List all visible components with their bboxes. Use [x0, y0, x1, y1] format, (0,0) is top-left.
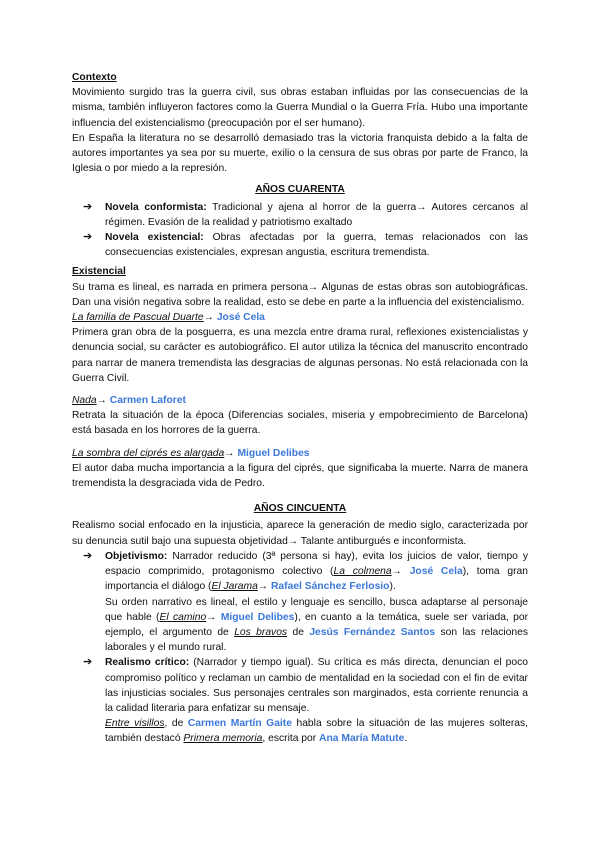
author-name: José Cela — [409, 566, 463, 578]
author-name: Carmen Martín Gaite — [187, 718, 292, 730]
author-name: Miguel Delibes — [237, 447, 310, 459]
item-label: Realismo crítico: — [105, 657, 190, 669]
work-entry — [72, 310, 528, 386]
item-text: de — [287, 626, 310, 638]
item-text: , escrita por — [262, 733, 320, 745]
item-text: ). — [389, 581, 396, 593]
work-description: Primera gran obra de la posguerra, es una mezcla entre drama rural, reflexiones existencialistas y denuncia social, su carácter es autobiográfico. El autor utiliza la técnica del manuscrito encontrado para narrar de manera tremendista las desgracias de algunas personas. No está relacionada con la Guerra Civil. — [72, 327, 528, 384]
item-text: son las relaciones laborales y el mundo rural. — [105, 626, 529, 654]
contexto-heading: Contexto — [72, 72, 117, 83]
work-title-line — [72, 310, 528, 325]
work-title: El Jarama — [211, 581, 258, 593]
item-label: Novela existencial: — [105, 232, 204, 244]
item-text: , de — [164, 718, 188, 730]
work-title-line — [72, 446, 528, 461]
item-text: habla sobre la situación de las mujeres solteras, también destacó — [105, 718, 528, 745]
arrow: → — [391, 566, 410, 578]
arrow: → — [206, 611, 221, 623]
author-name: José Cela — [216, 312, 265, 324]
item-label: Objetivismo: — [105, 550, 168, 562]
list-item — [72, 200, 528, 230]
work-title: Los bravos — [234, 626, 288, 638]
item-text: Tradicional y ajena al horror de la guerra→ Autores cercanos al régimen. Evasión de la realidad y patriotismo exaltado — [105, 201, 528, 228]
work-title: Nada — [72, 395, 97, 407]
arrow-bullet-icon: ➔ — [83, 231, 93, 244]
item-text: . — [404, 733, 408, 745]
work-entry — [72, 446, 528, 492]
document-body — [72, 70, 528, 747]
item-label: Novela conformista: — [105, 201, 207, 213]
item-continuation — [105, 595, 528, 656]
author-name: Ana María Matute — [319, 733, 405, 745]
contexto-paragraph-1: Movimiento surgido tras la guerra civil, sus obras estaban influidas por las consecuencias de la misma, también influyeron factores como la Guerra Mundial o la Guerra Fría. Hubo una importante influencia del existencialismo (preocupación por el ser humano). — [72, 87, 528, 129]
item-text: Su orden narrativo es lineal, el estilo y lenguaje es sencillo, busca adaptarse al personaje que hable ( — [105, 596, 528, 623]
work-title-line — [72, 393, 528, 408]
arrow-bullet-icon: ➔ — [83, 200, 93, 213]
arrow-bullet-icon: ➔ — [83, 656, 93, 669]
cuarenta-heading: AÑOS CUARENTA — [255, 184, 345, 196]
item-text: Narrador reducido (3ª persona si hay), evita los juicios de valor, tiempo y espacio comprimido, protagonismo colectivo ( — [105, 550, 528, 578]
item-text: Obras afectadas por la guerra, temas relacionados con las consecuencias existenciales, expresan angustia, escritura tremendista. — [105, 232, 528, 259]
arrow-bullet-icon: ➔ — [83, 549, 93, 562]
item-text: ), toma gran importancia el diálogo ( — [105, 566, 528, 593]
list-item — [72, 230, 528, 260]
arrow: → — [224, 447, 238, 459]
item-continuation — [105, 716, 528, 746]
cincuenta-heading: AÑOS CINCUENTA — [253, 503, 347, 515]
work-description: Retrata la situación de la época (Diferencias sociales, miseria y empobrecimiento de Barcelona) está basada en los horrores de la guerra. — [72, 410, 528, 437]
arrow: → — [203, 312, 217, 324]
list-item — [72, 549, 528, 655]
work-entry — [72, 393, 528, 439]
cuarenta-list — [72, 200, 528, 261]
existencial-paragraph: Su trama es lineal, es narrada en primera persona→ Algunas de estas obras son autobiográficas. Dan una visión negativa sobre la realidad, esto se debe en parte a la influencia del existencialismo. — [72, 281, 528, 308]
arrow: → — [257, 581, 271, 593]
work-title: La colmena — [333, 566, 392, 578]
work-title: El camino — [159, 611, 207, 623]
author-name: Jesús Fernández Santos — [309, 626, 436, 638]
item-text: (Narrador y tiempo igual). Su crítica es más directa, denuncian el poco compromiso político y reclaman un cambio de mentalidad en la sociedad con el fin de evitar las injusticias sociales. Sus personajes centrales son marginados, esta corriente renuncia a la calidad literaria para enfatizar su mensaje. — [105, 657, 528, 714]
author-name: Rafael Sánchez Ferlosio — [271, 581, 390, 593]
work-description: El autor daba mucha importancia a la figura del ciprés, que significaba la muerte. Narra de manera tremendista la desgraciada vida de Pedro. — [72, 462, 528, 490]
cincuenta-intro: Realismo social enfocado en la injusticia, aparece la generación de medio siglo, caracterizada por su denuncia sutil bajo una supuesta objetividad→ Talante antiburgués e inconformista. — [72, 520, 528, 547]
work-title: La familia de Pascual Duarte — [72, 312, 204, 324]
work-title: La sombra del ciprés es alargada — [72, 447, 225, 459]
cincuenta-list — [72, 549, 528, 747]
arrow: → — [96, 395, 110, 407]
work-title: Primera memoria — [183, 733, 263, 745]
author-name: Miguel Delibes — [220, 611, 295, 623]
existencial-heading: Existencial — [72, 266, 126, 278]
contexto-paragraph-2: En España la literatura no se desarrolló demasiado tras la victoria franquista debido a la falta de autores importantes ya sea por su muerte, exilio o la censura de sus obras por parte de Franco, la Iglesia o por miedo a la represión. — [72, 132, 528, 175]
author-name: Carmen Laforet — [109, 395, 186, 407]
list-item — [72, 655, 528, 746]
item-text: ), en cuanto a la temática, suele ser variada, por ejemplo, el argumento de — [105, 611, 529, 638]
work-title: Entre visillos — [105, 718, 165, 730]
